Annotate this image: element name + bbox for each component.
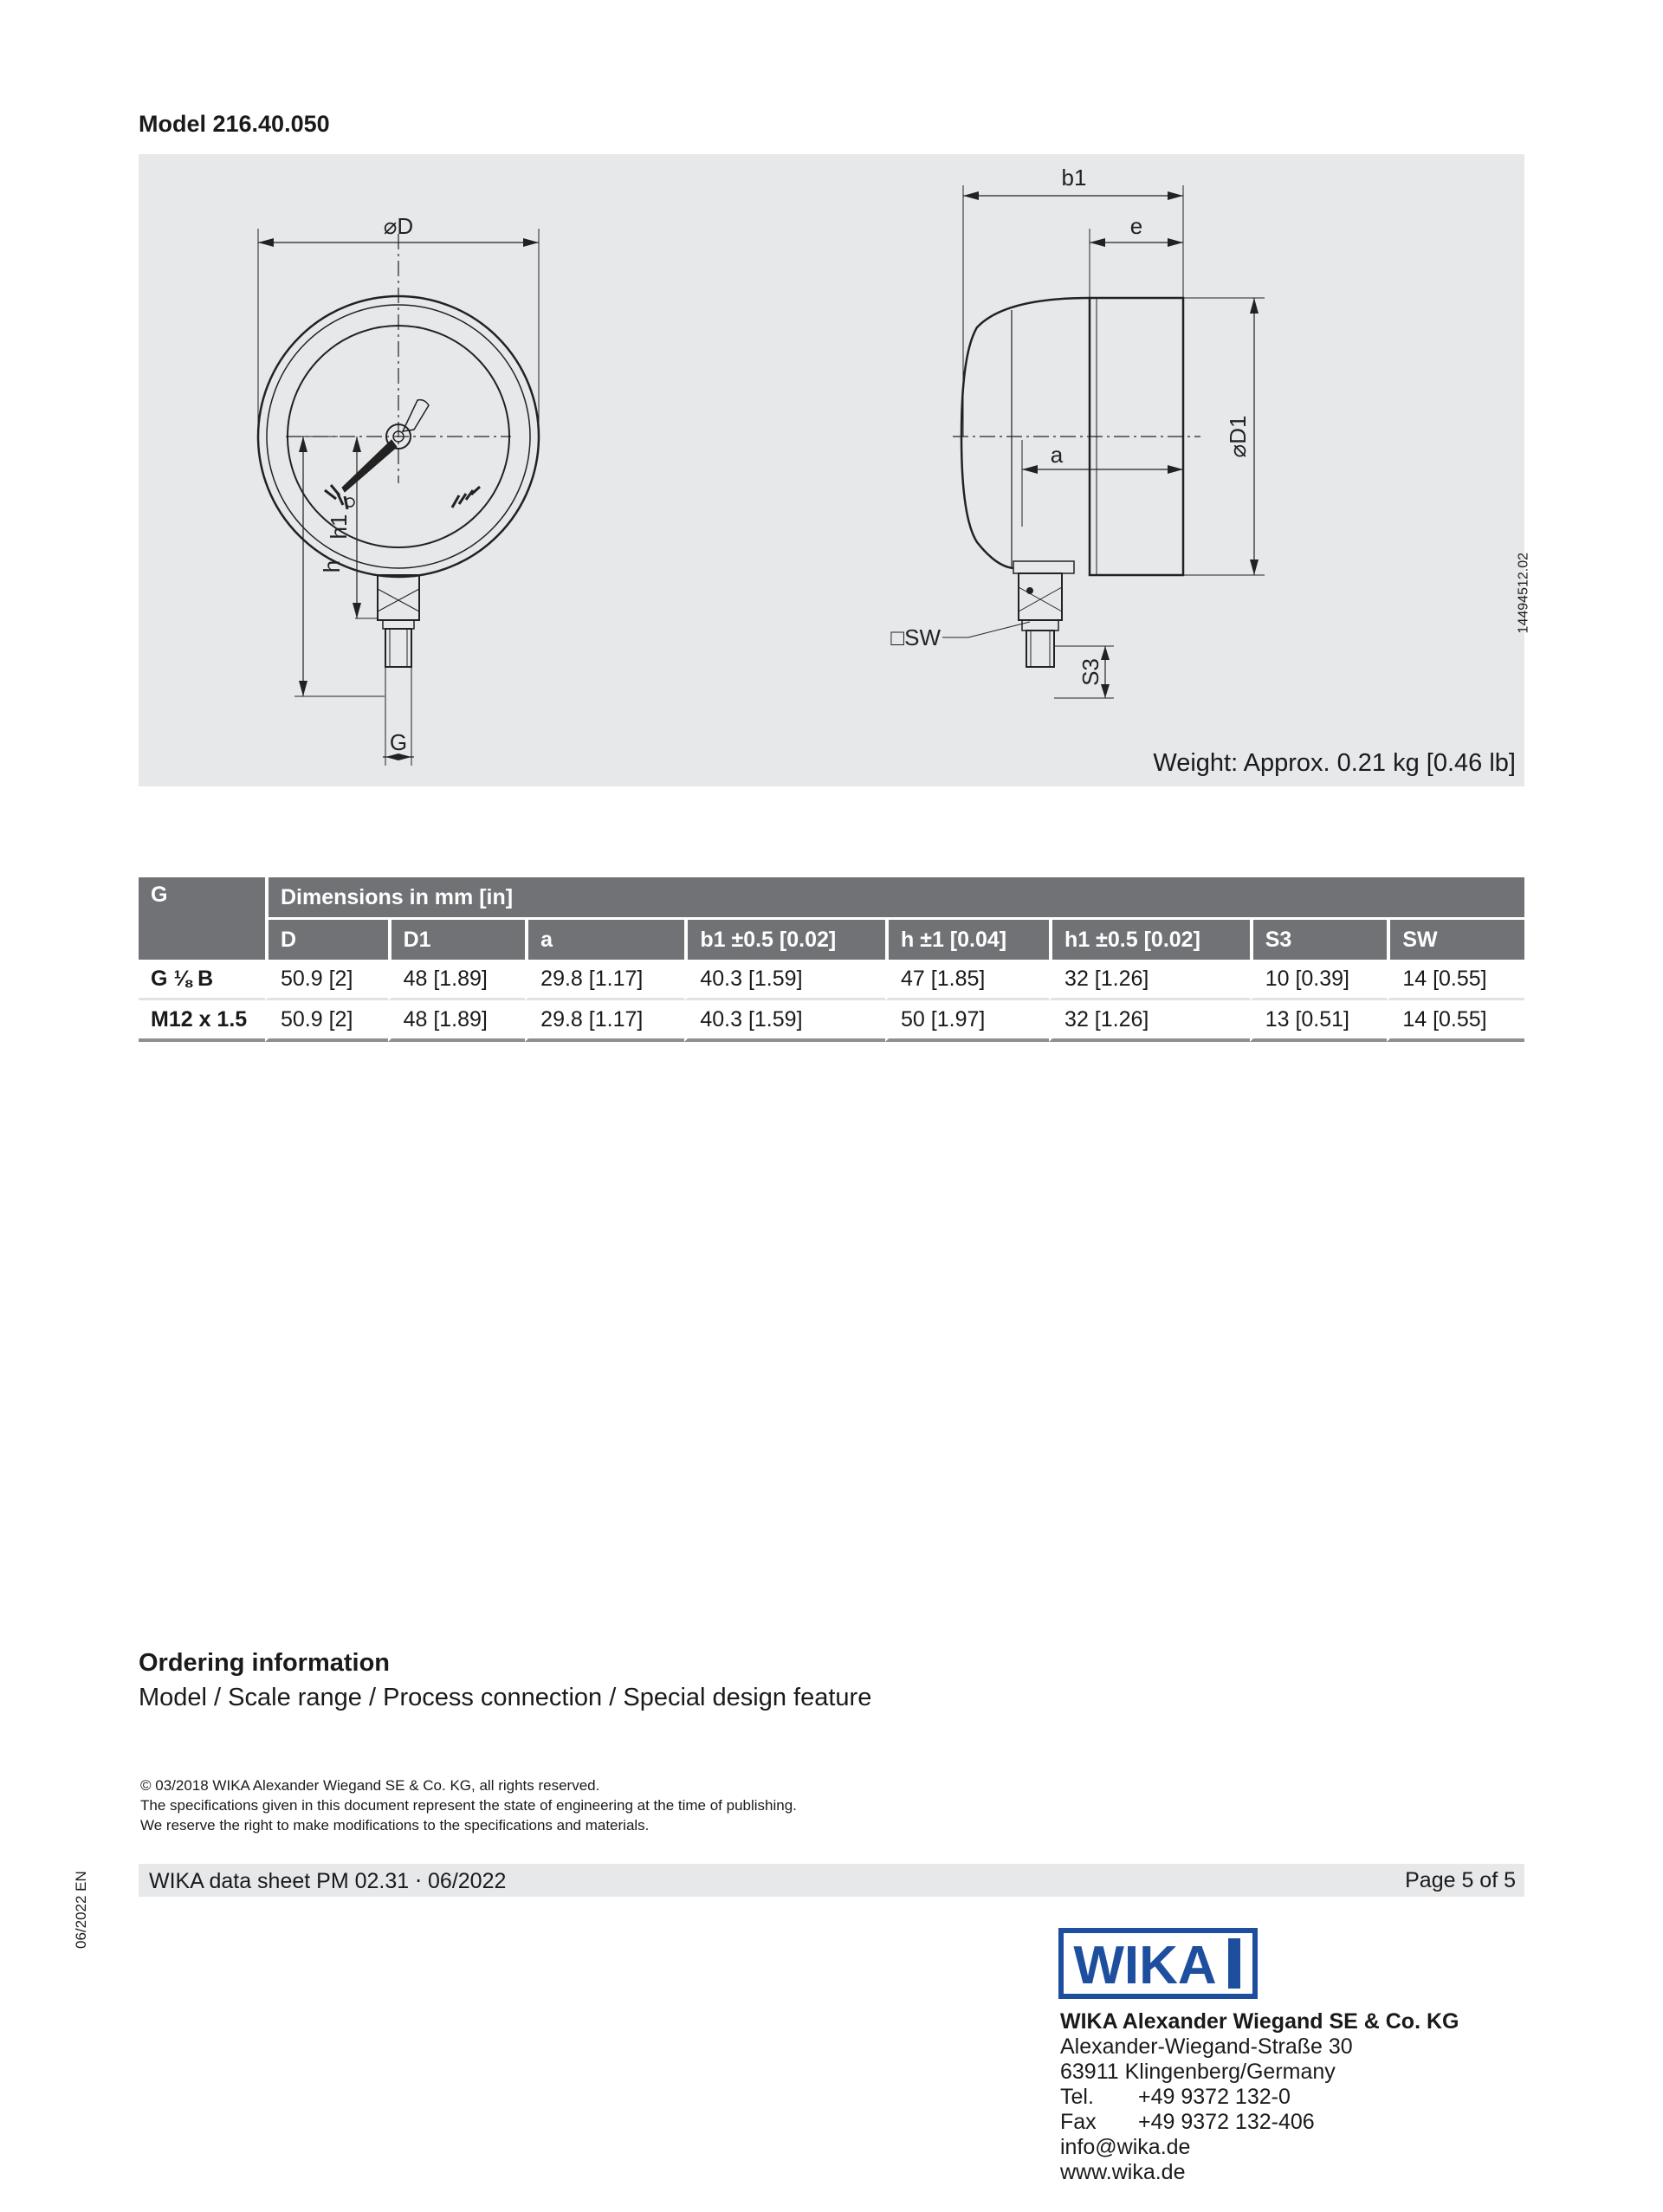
cell-a: 29.8 [1.17] [525, 960, 684, 1000]
cell-a: 29.8 [1.17] [525, 1000, 684, 1042]
header-h: h ±1 [0.04] [885, 917, 1049, 960]
header-d: D [265, 917, 388, 960]
header-g: G [139, 877, 265, 960]
fax-value: +49 9372 132-406 [1138, 2110, 1315, 2134]
company-fax [1060, 2110, 1459, 2135]
table-row [139, 1000, 1524, 1042]
cell-b1: 40.3 [1.59] [684, 960, 885, 1000]
cell-s3: 10 [0.39] [1250, 960, 1388, 1000]
header-sw: SW [1387, 917, 1524, 960]
label-e: e [1129, 213, 1143, 239]
dim-h-arrow-top [299, 437, 307, 452]
technical-drawing [139, 154, 1530, 786]
cell-d: 50.9 [2] [265, 1000, 388, 1042]
cell-h1: 32 [1.26] [1049, 960, 1250, 1000]
drawing-number: 14494512.02 [1516, 553, 1530, 634]
company-web[interactable]: www.wika.de [1060, 2160, 1186, 2184]
label-s3: S3 [1077, 658, 1103, 686]
header-dimensions-group: Dimensions in mm [in] [265, 877, 1524, 917]
tel-label: Tel. [1060, 2085, 1094, 2109]
label-h1: h1 [326, 514, 352, 540]
dimensions-table [139, 877, 1524, 1042]
copyright-line: We reserve the right to make modifications to the specifications and materials. [140, 1817, 650, 1834]
ordering-text: Model / Scale range / Process connection / Special design feature [139, 1684, 872, 1711]
cell-g: M12 x 1.5 [139, 1000, 265, 1042]
socket-collar [383, 620, 414, 629]
dim-d-arrow-left [258, 238, 274, 247]
case-back-dome [961, 298, 1090, 568]
label-b1: b1 [1061, 165, 1087, 191]
fax-label: Fax [1060, 2110, 1097, 2134]
cell-h: 50 [1.97] [885, 1000, 1049, 1042]
header-a: a [525, 917, 684, 960]
footer-bar [139, 1864, 1524, 1897]
company-address [1060, 2009, 1459, 2185]
company-city: 63911 Klingenberg/Germany [1060, 2060, 1336, 2084]
weight-note: Weight: Approx. 0.21 kg [0.46 lb] [1153, 749, 1516, 777]
side-socket-body [1019, 573, 1062, 620]
side-date: 06/2022 EN [73, 1871, 89, 1949]
cell-h: 47 [1.85] [885, 960, 1049, 1000]
copyright-line: The specifications given in this document represent the state of engineering at the time of publishing. [140, 1797, 797, 1814]
pointer-needle [342, 440, 397, 492]
dim-h-arrow-bottom [299, 681, 307, 696]
sw-leader [968, 622, 1030, 637]
label-g: G [389, 729, 408, 755]
model-title: Model 216.40.050 [139, 111, 330, 137]
cell-s3: 13 [0.51] [1250, 1000, 1388, 1042]
dim-h1-arrow-bottom [353, 603, 361, 618]
scale-ticks-right [452, 487, 480, 508]
wika-logo [1058, 1928, 1258, 1999]
dim-h1-arrow-top [353, 437, 361, 452]
header-b1: b1 ±0.5 [0.02] [684, 917, 885, 960]
footer-datasheet-ref: WIKA data sheet PM 02.31 ⋅ 06/2022 [149, 1869, 507, 1893]
cell-g: G ⅛ B [139, 960, 265, 1000]
header-h1: h1 ±0.5 [0.02] [1049, 917, 1250, 960]
label-sw: □SW [890, 624, 941, 650]
header-s3: S3 [1250, 917, 1388, 960]
sw-marker [1027, 588, 1032, 593]
cell-b1: 40.3 [1.59] [684, 1000, 885, 1042]
ordering-title: Ordering information [139, 1649, 390, 1677]
side-collar [1022, 620, 1058, 631]
cell-sw: 14 [0.55] [1387, 1000, 1524, 1042]
label-d: ⌀D [383, 213, 414, 239]
drawing-svg [139, 154, 1524, 786]
company-tel [1060, 2085, 1459, 2110]
label-a: a [1050, 442, 1064, 468]
socket-body [378, 575, 419, 620]
side-view [942, 185, 1265, 698]
copyright-line: © 03/2018 WIKA Alexander Wiegand SE & Co. KG, all rights reserved. [140, 1777, 600, 1794]
cell-h1: 32 [1.26] [1049, 1000, 1250, 1042]
cell-d1: 48 [1.89] [388, 960, 526, 1000]
copyright-block [140, 1775, 797, 1835]
wika-logo-text: WIKA [1073, 1936, 1217, 1995]
cell-d1: 48 [1.89] [388, 1000, 526, 1042]
cell-d: 50.9 [2] [265, 960, 388, 1000]
footer-page-number: Page 5 of 5 [1405, 1868, 1516, 1892]
label-d1: ⌀D1 [1225, 415, 1251, 458]
table-row [139, 960, 1524, 1000]
dim-d-arrow-right [523, 238, 539, 247]
cell-sw: 14 [0.55] [1387, 960, 1524, 1000]
label-h: h [319, 559, 345, 573]
front-view [258, 229, 539, 766]
company-street: Alexander-Wiegand-Straße 30 [1060, 2034, 1353, 2059]
company-name: WIKA Alexander Wiegand SE & Co. KG [1060, 2009, 1459, 2034]
company-email[interactable]: info@wika.de [1060, 2135, 1191, 2159]
header-d1: D1 [388, 917, 526, 960]
socket-flange [1013, 561, 1074, 573]
tel-value: +49 9372 132-0 [1138, 2085, 1291, 2109]
